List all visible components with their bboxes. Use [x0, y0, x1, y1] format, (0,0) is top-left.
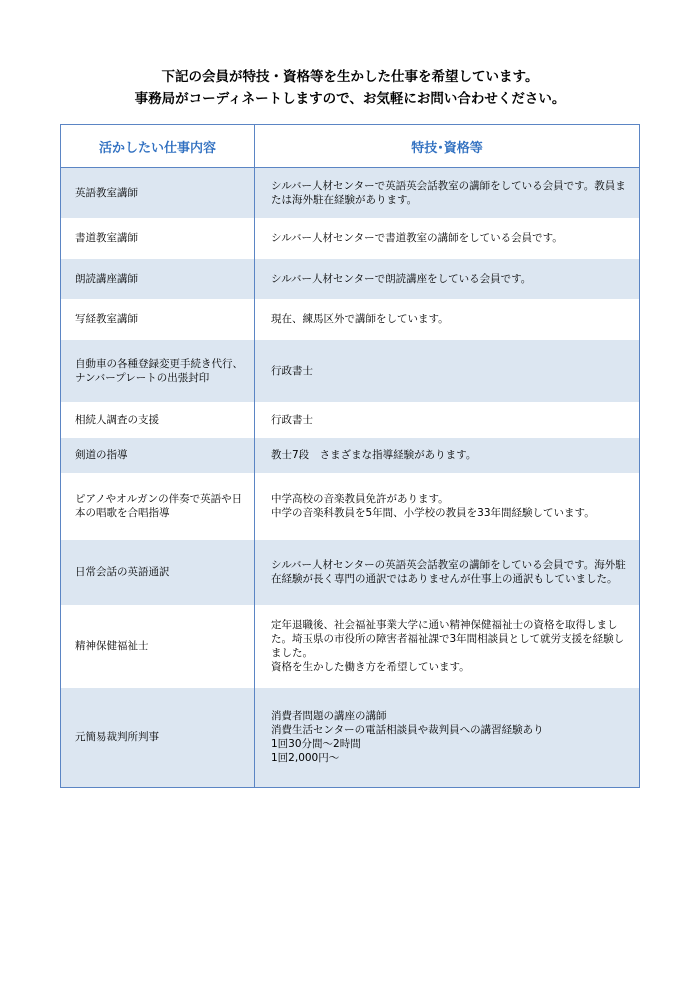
job-cell: 英語教室講師 — [61, 168, 255, 218]
job-cell: 剣道の指導 — [61, 438, 255, 473]
intro-line-1: 下記の会員が特技・資格等を生かした仕事を希望しています。 — [161, 69, 539, 85]
header-skills-qualifications: 特技･資格等 — [255, 125, 640, 168]
member-skills-table — [60, 124, 640, 788]
job-cell: 朗読講座講師 — [61, 259, 255, 299]
skill-cell: 消費者問題の講座の講師 消費生活センターの電話相談員や裁判員への講習経験あり 1回30分間～2時間 1回2,000円～ — [255, 688, 640, 788]
job-cell: 日常会話の英語通訳 — [61, 540, 255, 605]
table-row — [61, 340, 640, 402]
skill-cell: 定年退職後、社会福祉事業大学に通い精神保健福祉士の資格を取得しました。埼玉県の市役所の障害者福祉課で3年間相談員として就労支援を経験しました。 資格を生かした働き方を希望しています。 — [255, 605, 640, 688]
table-row — [61, 605, 640, 688]
job-cell: 相続人調査の支援 — [61, 402, 255, 438]
job-cell: 書道教室講師 — [61, 218, 255, 259]
skill-cell: 現在、練馬区外で講師をしています。 — [255, 299, 640, 340]
skill-cell: 行政書士 — [255, 402, 640, 438]
job-cell: 写経教室講師 — [61, 299, 255, 340]
skill-cell: シルバー人材センターで書道教室の講師をしている会員です。 — [255, 218, 640, 259]
skill-cell: シルバー人材センターで朗読講座をしている会員です。 — [255, 259, 640, 299]
table-row — [61, 438, 640, 473]
intro-line-2: 事務局がコーディネートしますので、お気軽にお問い合わせください。 — [134, 91, 566, 107]
skill-cell: シルバー人材センターの英語英会話教室の講師をしている会員です。海外駐在経験が長く専門の通訳ではありませんが仕事上の通訳もしていました。 — [255, 540, 640, 605]
job-cell: 自動車の各種登録変更手続き代行、ナンバープレートの出張封印 — [61, 340, 255, 402]
table-row — [61, 473, 640, 540]
job-cell: 元簡易裁判所判事 — [61, 688, 255, 788]
table-header-row — [61, 125, 640, 168]
table-row — [61, 540, 640, 605]
skill-cell: 行政書士 — [255, 340, 640, 402]
skill-cell: 教士7段 さまざまな指導経験があります。 — [255, 438, 640, 473]
table-row — [61, 259, 640, 299]
intro-text — [0, 66, 700, 110]
skill-cell: シルバー人材センターで英語英会話教室の講師をしている会員です。教員または海外駐在経験があります。 — [255, 168, 640, 218]
table-row — [61, 218, 640, 259]
table-row — [61, 299, 640, 340]
skill-cell: 中学高校の音楽教員免許があります。 中学の音楽科教員を5年間、小学校の教員を33年間経験しています。 — [255, 473, 640, 540]
table-row — [61, 168, 640, 218]
job-cell: ピアノやオルガンの伴奏で英語や日本の唱歌を合唱指導 — [61, 473, 255, 540]
header-job-content: 活かしたい仕事内容 — [61, 125, 255, 168]
table-row — [61, 402, 640, 438]
job-cell: 精神保健福祉士 — [61, 605, 255, 688]
table-row — [61, 688, 640, 788]
